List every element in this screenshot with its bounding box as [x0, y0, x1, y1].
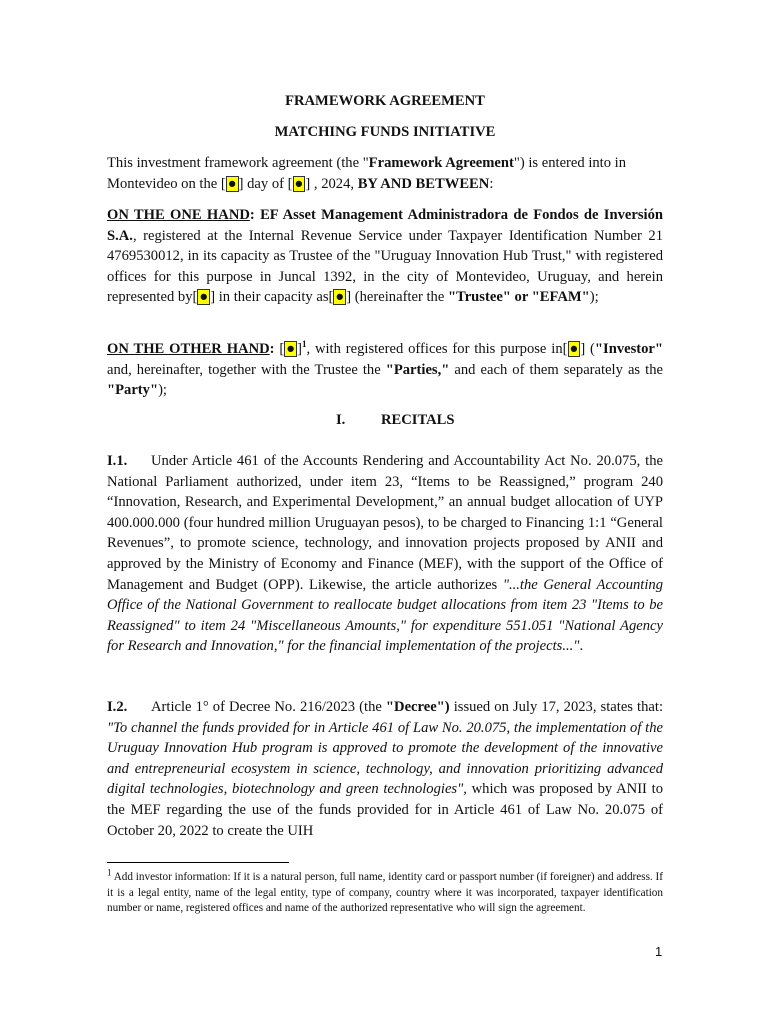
recitals-heading	[107, 410, 663, 431]
defined-term-trustee: "Trustee" or "EFAM"	[447, 289, 590, 306]
party-one-paragraph: ON THE ONE HAND: EF Asset Management Administradora de Fondos de Inversión S.A., registered at the Internal Revenue Service under Taxpayer Identification Number 21 4769530012, in its capacity as Trustee of the "Uruguay Innovation Hub Trust," with registered offices for this purpose in Juncal 1392, in the city of Montevideo, Uruguay, and herein represented by[ ● ] in their capacity as[ ● ] (hereinafter the "Trustee" or "EFAM");	[107, 207, 663, 306]
intro-paragraph: This investment framework agreement (the "Framework Agreement") is entered into in Montevideo on the [ ● ] day of [ ● ] , 2024, BY AND BETWEEN:	[107, 155, 627, 192]
defined-term-framework-agreement: Framework Agreement	[368, 155, 514, 171]
placeholder-day: ●	[227, 175, 237, 192]
document-title: FRAMEWORK AGREEMENT	[285, 93, 485, 109]
recital-2-quote: "To channel the funds provided for in Article 461 of Law No. 20.075, the implementation of the Uruguay Innovation Hub program is approved to promote the development of the innovative and entrepreneurial ecosystem in science, technology, and innovation prioritizing advanced digital technologies, biotechnology and green technologies",	[107, 719, 663, 798]
footnote-separator	[107, 862, 289, 863]
defined-term-parties: "Parties,"	[385, 361, 450, 378]
footnote-ref: 1	[301, 339, 307, 350]
recital-1-number: I.1.	[107, 453, 128, 469]
page-number: 1	[655, 944, 663, 959]
placeholder-investor-name: ●	[286, 341, 296, 357]
recitals-label: RECITALS	[381, 412, 455, 428]
defined-term-decree: "Decree")	[385, 699, 450, 715]
trustee-name: EF Asset Management Administradora de Fondos de Inversión S.A.	[107, 207, 663, 244]
recitals-number: I.	[336, 412, 346, 428]
document-subtitle: MATCHING FUNDS INITIATIVE	[274, 124, 496, 140]
defined-term-investor: "Investor"	[594, 341, 664, 357]
recital-1: I.1. Under Article 461 of the Accounts Rendering and Accountability Act No. 20.075, the National Parliament authorized, under item 23, “Items to be Reassigned,” program 240 “Innovation, Research, and Experimental Development,” an annual budget allocation of UYP 400.000.000 (four hundred million Uruguayan pesos), to be charged to Financing 1:1 “General Revenues”, to promote science, technology, and innovation projects proposed by ANII and approved by the Ministry of Economy and Finance (MEF), with the support of the Office of Management and Budget (OPP). Likewise, the article authorizes "...the General Accounting Office of the National Government to reallocate budget allocations from item 23 "Items to be Reassigned" to item 24 "Miscellaneous Amounts," for expenditure 551.051 "National Agency for Research and Innovation," for the financial implementation of the projects...".	[107, 453, 663, 655]
placeholder-representative: ●	[199, 289, 209, 306]
footnote-number: 1	[107, 867, 112, 878]
party-one-label: ON THE ONE HAND	[107, 207, 250, 223]
placeholder-capacity: ●	[335, 289, 345, 306]
placeholder-month: ●	[294, 175, 304, 192]
party-two-paragraph: ON THE OTHER HAND: [ ● ]$^1$, with registered offices for this purpose in[ ● ] ("Investor" and, hereinafter, together with the Trustee the "Parties," and each of them separately as the "Party");	[107, 339, 664, 399]
recital-2: I.2. Article 1° of Decree No. 216/2023 (the "Decree") issued on July 17, 2023, states that: "To channel the funds provided for in Article 461 of Law No. 20.075, the implementation of the Uruguay Innovation Hub program is approved to promote the development of the innovative and entrepreneurial ecosystem in science, technology, and innovation prioritizing advanced digital technologies, biotechnology and green technologies", which was proposed by ANII to the MEF regarding the use of the funds provided for in Article 461 of Law No. 20.075 of October 20, 2022 to create the UIH	[107, 699, 663, 839]
recital-2-number: I.2.	[107, 699, 128, 715]
recital-1-quote: "...the General Accounting Office of the National Government to reallocate budget allocations from item 23 "Items to be Reassigned" to item 24 "Miscellaneous Amounts," for expenditure 551.051 "National Agency for Research and Innovation," for the financial implementation of the projects..."	[107, 576, 663, 655]
footnote	[107, 867, 663, 917]
placeholder-investor-address: ●	[569, 341, 579, 357]
footnote-text: Add investor information: If it is a natural person, full name, identity card or passport number (if foreigner) and address. If it is a legal entity, name of the legal entity, type of company, country where it was incorporated, taxpayer identification number or name, registered offices and name of the authorized representative who will sign the agreement.	[107, 871, 663, 915]
party-two-label: ON THE OTHER HAND	[107, 341, 270, 357]
defined-term-party: "Party"	[107, 382, 159, 399]
